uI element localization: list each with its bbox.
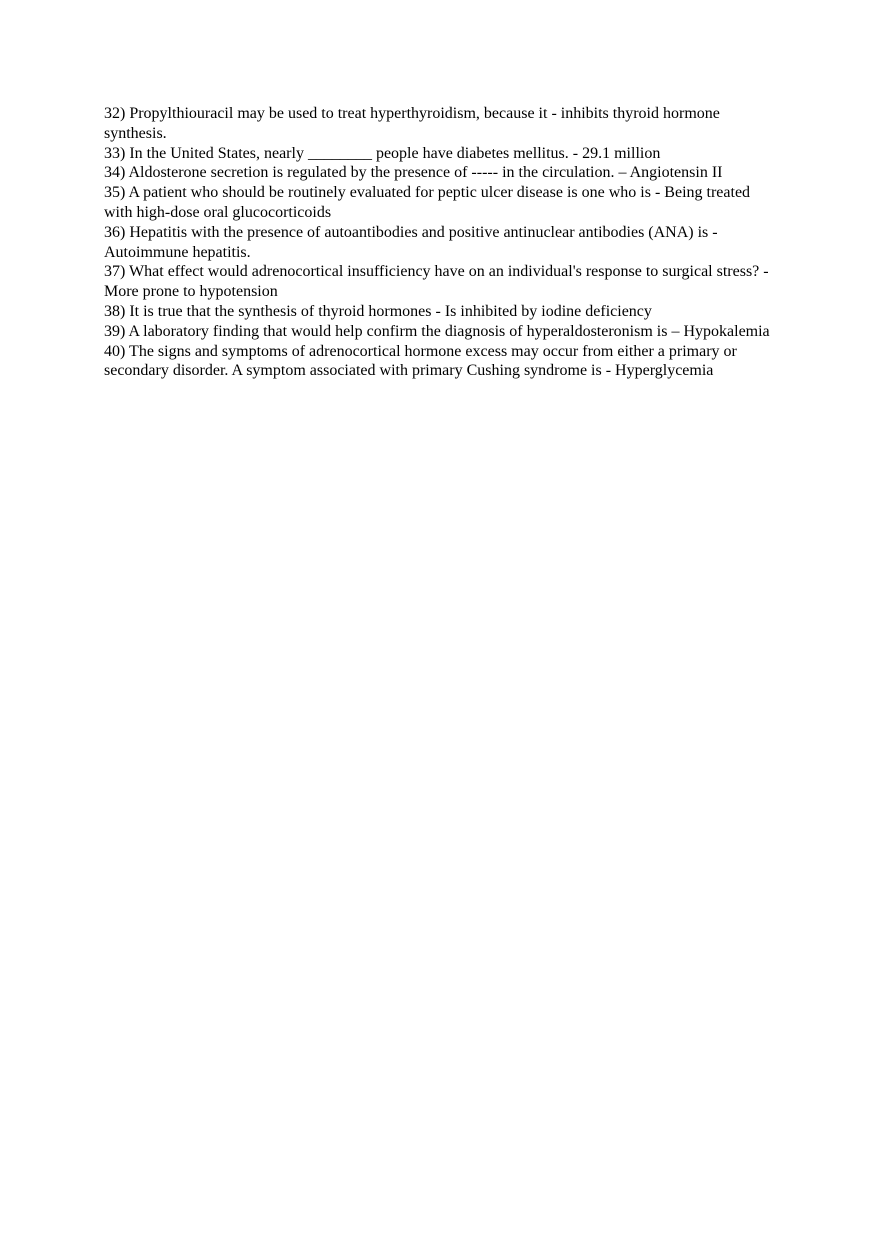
question-item-36: 36) Hepatitis with the presence of autoantibodies and positive antinuclear antibodies (ANA) is - Autoimmune hepatitis. [104, 223, 718, 261]
question-item-40: 40) The signs and symptoms of adrenocortical hormone excess may occur from either a primary or secondary disorder. A symptom associated with primary Cushing syndrome is - Hyperglycemia [104, 342, 737, 380]
question-item-37: 37) What effect would adrenocortical insufficiency have on an individual's response to surgical stress? - More prone to hypotension [104, 263, 769, 301]
question-list [104, 104, 776, 381]
question-item-32: 32) Propylthiouracil may be used to treat hyperthyroidism, because it - inhibits thyroid hormone synthesis. [104, 105, 720, 142]
question-item-35: 35) A patient who should be routinely evaluated for peptic ulcer disease is one who is - Being treated with high-dose oral glucocorticoids [104, 184, 751, 221]
question-item-38: 38) It is true that the synthesis of thyroid hormones - Is inhibited by iodine deficiency [104, 302, 652, 320]
question-item-33: 33) In the United States, nearly ________ people have diabetes mellitus. - 29.1 million [104, 144, 661, 162]
question-item-39: 39) A laboratory finding that would help confirm the diagnosis of hyperaldosteronism is – Hypokalemia [104, 322, 770, 340]
question-item-34: 34) Aldosterone secretion is regulated by the presence of ----- in the circulation. – Angiotensin II [104, 164, 723, 182]
